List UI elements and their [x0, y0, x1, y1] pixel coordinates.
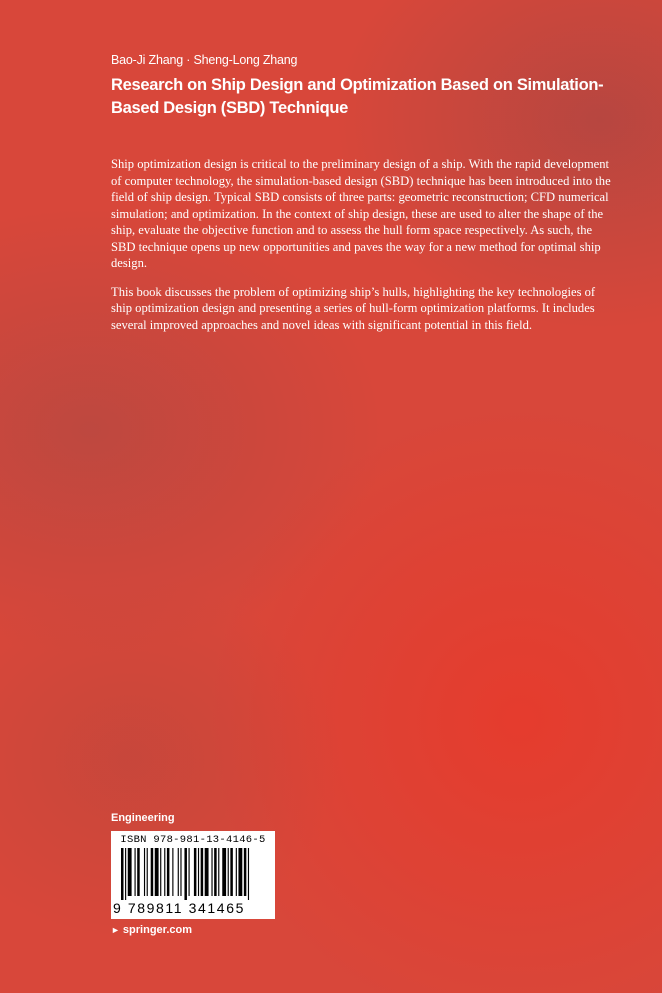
authors: Bao-Ji Zhang · Sheng-Long Zhang	[111, 53, 298, 67]
barcode-bar	[230, 848, 233, 896]
website-label: springer.com	[122, 924, 192, 936]
barcode-bar	[164, 848, 165, 896]
barcode-bar	[184, 848, 187, 900]
barcode-digits: 9 789811 341465	[113, 900, 245, 916]
barcode-bar	[222, 848, 226, 896]
barcode-bar	[147, 848, 148, 896]
barcode-bar	[151, 848, 154, 896]
barcode-bar	[236, 848, 237, 896]
isbn-number: ISBN 978-981-13-4146-5	[120, 834, 266, 846]
barcode-bar	[180, 848, 181, 896]
barcode-bar	[167, 848, 170, 896]
book-description	[111, 156, 613, 345]
barcode-bar	[218, 848, 219, 896]
barcode-bar	[228, 848, 229, 896]
barcode-bar	[248, 848, 249, 900]
barcode-bar	[155, 848, 159, 896]
barcode-bar	[205, 848, 209, 896]
barcode-bar	[121, 848, 124, 900]
publisher-website[interactable]	[111, 924, 192, 936]
barcode-bar	[238, 848, 242, 896]
barcode-bars	[121, 848, 269, 900]
barcode-bar	[178, 848, 179, 896]
book-title	[111, 74, 631, 120]
isbn-barcode	[111, 831, 275, 919]
barcode-bar	[244, 848, 247, 896]
barcode-bar	[128, 848, 132, 896]
barcode-bar	[137, 848, 140, 896]
description-paragraph-2: This book discusses the problem of optimizing ship’s hulls, highlighting the key technologies of ship optimization design and presenting a series of hull-form optimization platforms. It includes several improved approaches and novel ideas with significant potential in this field.	[111, 284, 596, 332]
barcode-bar	[211, 848, 212, 896]
barcode-bar	[198, 848, 199, 896]
arrow-icon: ►	[111, 925, 120, 935]
book-title-line-2: Based Design (SBD) Technique	[111, 99, 348, 117]
barcode-bar	[189, 848, 190, 896]
barcode-bar	[214, 848, 217, 896]
barcode-bar	[135, 848, 136, 896]
barcode-bar	[201, 848, 204, 896]
barcode-bar	[194, 848, 197, 896]
subject-label: Engineering	[111, 812, 175, 824]
description-paragraph-1: Ship optimization design is critical to the preliminary design of a ship. With the rapid development of computer technology, the simulation-based design (SBD) technique has been introduced into the field of ship design. Typical SBD consists of three parts: geometric reconstruction; CFD numerical simulation; and optimization. In the context of ship design, these are used to alter the shape of the ship, evaluate the objective function and to assess the hull form space respectively. As such, the SBD technique opens up new opportunities and paves the way for a new method for optimal ship design.	[111, 157, 611, 270]
barcode-bar	[144, 848, 145, 896]
barcode-bar	[172, 848, 173, 896]
book-title-line-1: Research on Ship Design and Optimization Based on Simulation-	[111, 76, 604, 94]
barcode-bar	[160, 848, 161, 896]
barcode-bar	[125, 848, 126, 900]
